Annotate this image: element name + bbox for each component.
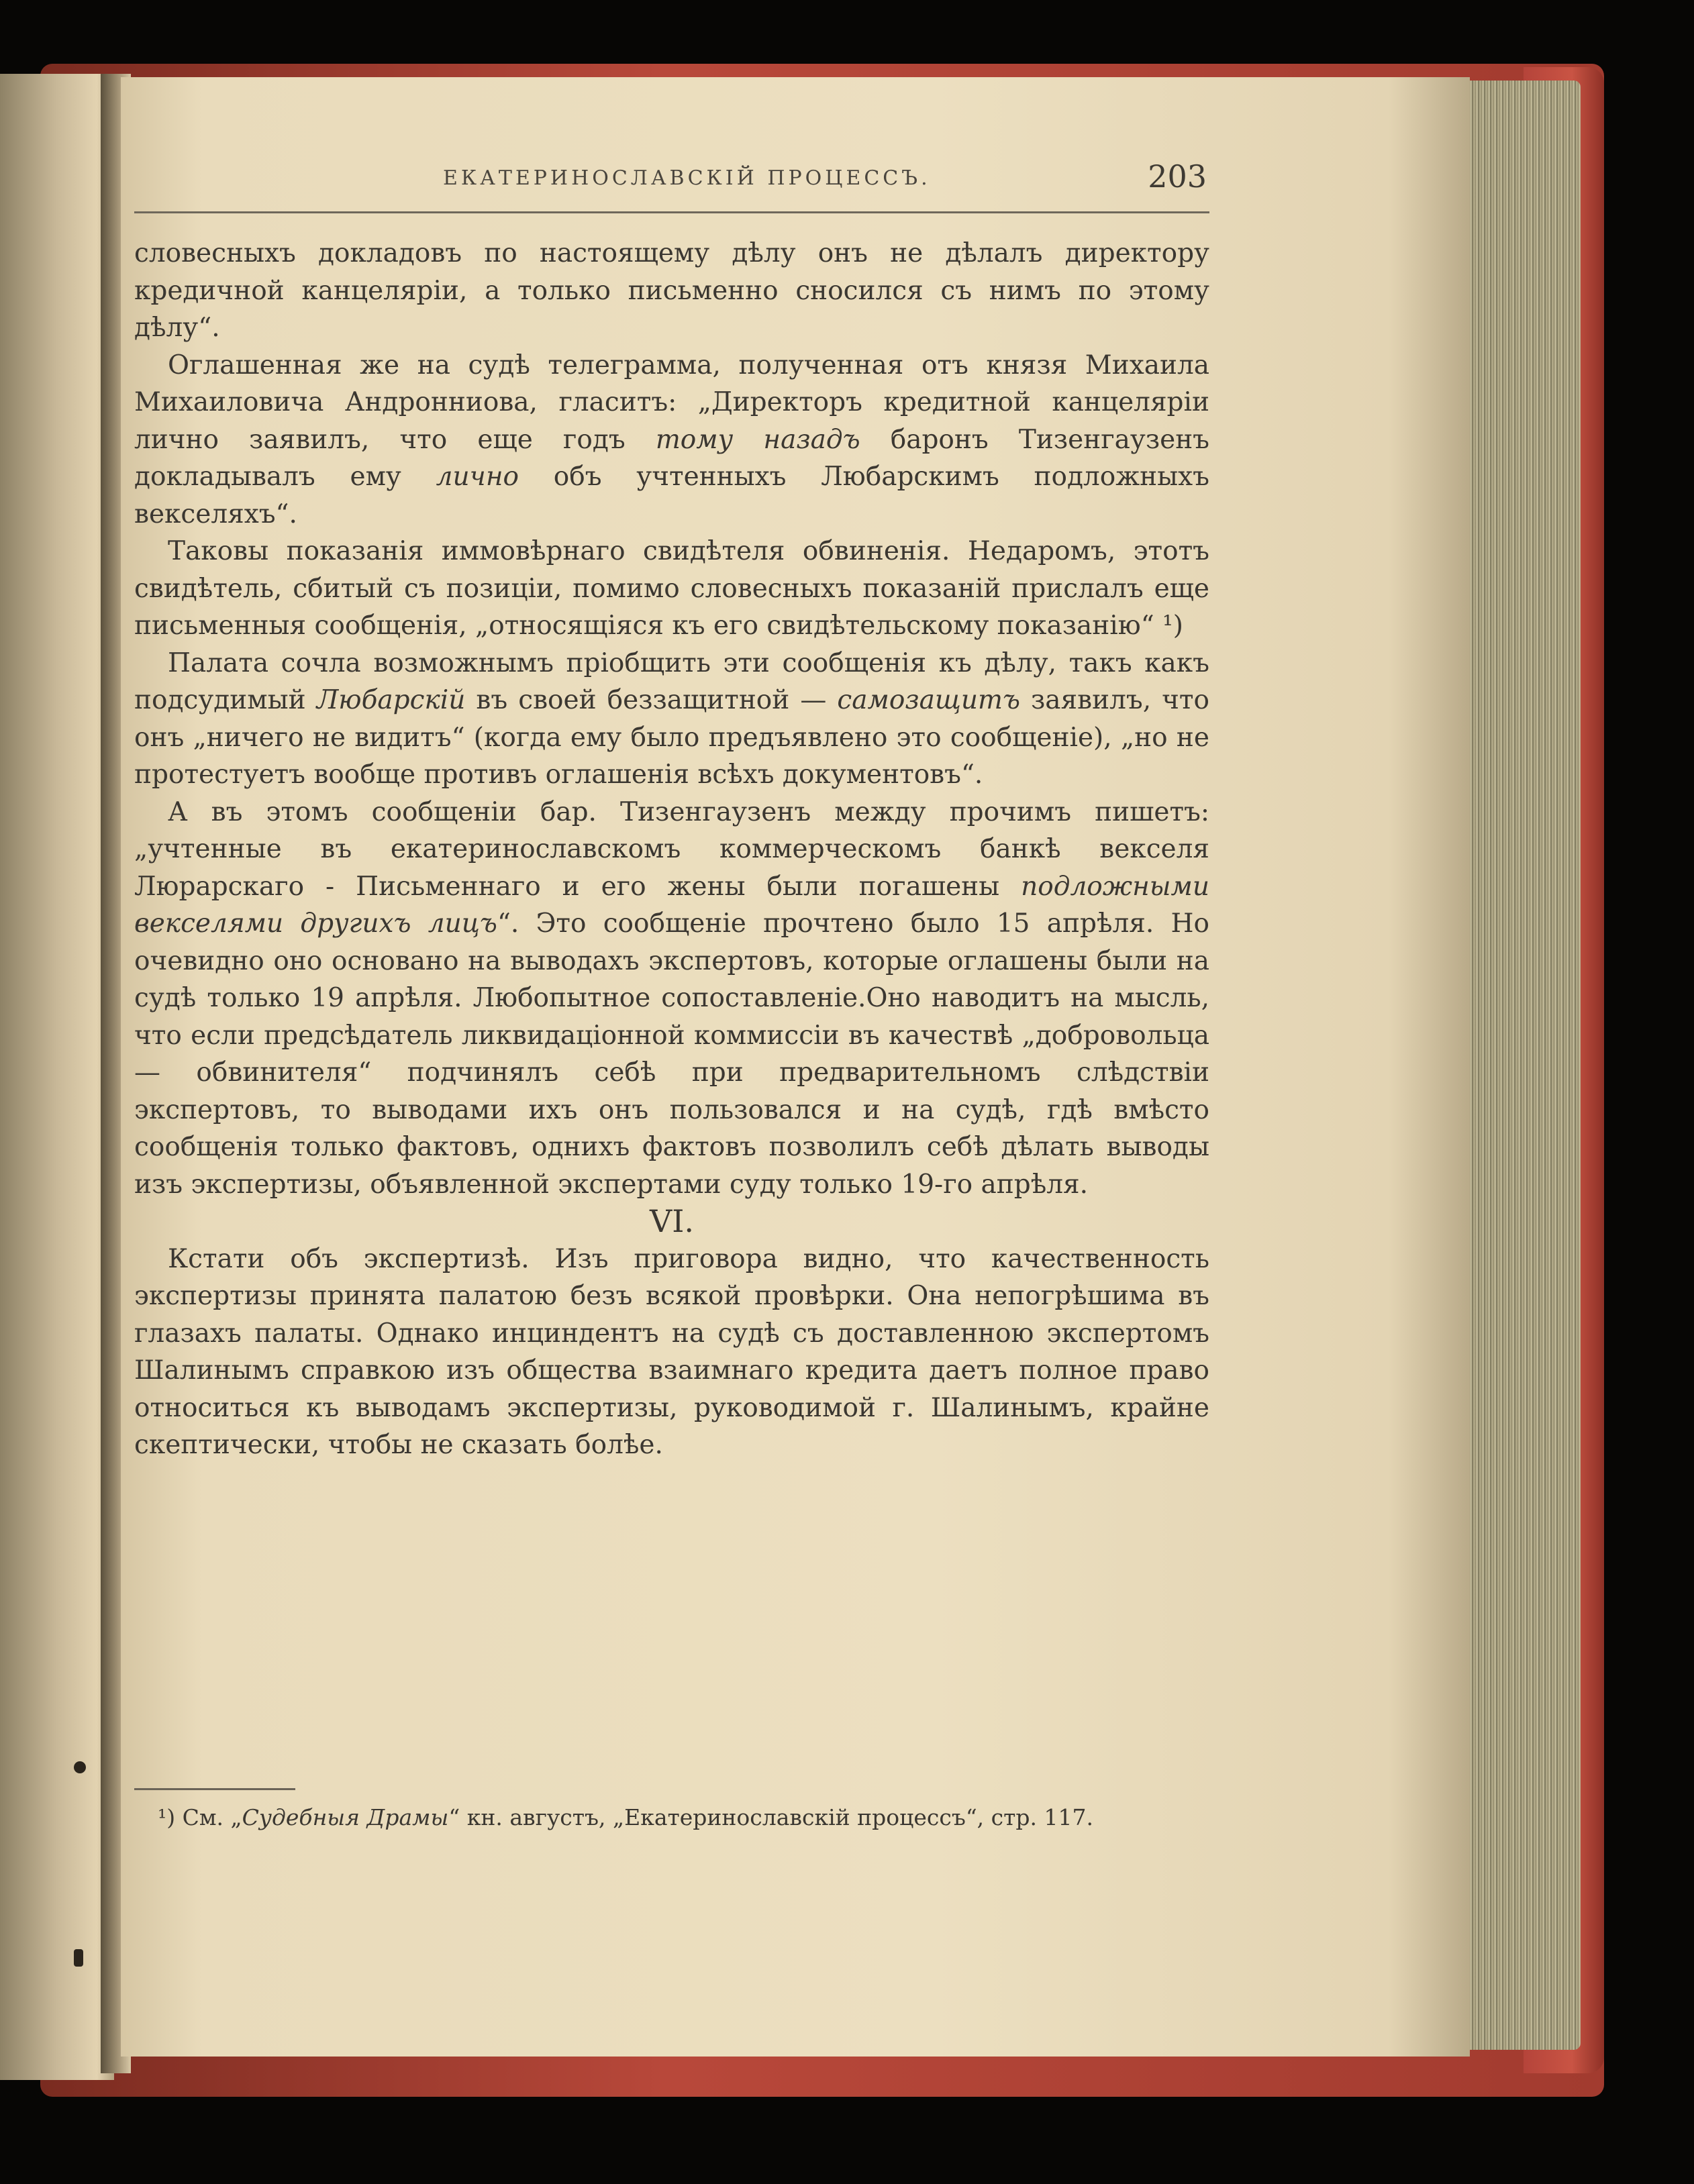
footnote [134, 1802, 1209, 1834]
paragraph: Таковы показанія иммовѣрнаго свидѣтеля обвиненія. Недаромъ, этотъ свидѣтель, сбитый съ позиціи, помимо словесныхъ показаній прислалъ еще письменныя сообщенія, „относящіяся къ его свидѣтельскому показанію“ ¹) [134, 536, 1209, 641]
body-text [134, 235, 1209, 1464]
binding-mark [74, 1949, 83, 1967]
left-facing-page [0, 74, 114, 2080]
running-title: ЕКАТЕРИНОСЛАВСКІЙ ПРОЦЕССЪ. [443, 166, 931, 190]
paragraph [134, 347, 1209, 533]
paragraph [134, 645, 1209, 794]
header-rule [134, 211, 1209, 213]
running-head [134, 158, 1207, 205]
paragraph-text: “. Это сообщеніе прочтено было 15 апрѣля. Но очевидно оно основано на выводахъ экспертовъ, которые оглашены были на судѣ только 19 апрѣля. Любопытное сопоставленіе.Оно наводитъ на мысль, что если предсѣдатель ликвидаціонной коммиссіи въ качествѣ „добровольца — обвинителя“ подчинялъ себѣ при предварительномъ слѣдствіи экспертовъ, то выводами ихъ онъ пользовался и на судѣ, гдѣ вмѣсто сообщенія только фактовъ, однихъ фактовъ позволилъ себѣ дѣлать выводы изъ экспертизы, объявленной экспертами суду только 19-го апрѣля. [134, 908, 1209, 1200]
page-edges [1463, 81, 1581, 2050]
paragraph-text: А въ этомъ сообщеніи бар. Тизенгаузенъ между прочимъ пишетъ: „учтенные въ екатеринославскомъ коммерческомъ банкѣ векселя Люрарскаго - Письменнаго и его жены были погашены [134, 796, 1209, 902]
binding-mark [74, 1761, 86, 1773]
italic-text: самозащитъ [837, 685, 1020, 715]
paragraph-text: въ своей беззащитной — [465, 685, 838, 715]
italic-text: Судебныя Драмы [242, 1804, 449, 1830]
paragraph-text: объ учтенныхъ Любарскимъ подложныхъ векселяхъ“. [134, 462, 1209, 529]
paragraph [134, 794, 1209, 1204]
paragraph: Кстати объ экспертизѣ. Изъ приговора видно, что качественность экспертизы принята палатою безъ всякой провѣрки. Она непогрѣшима въ глазахъ палаты. Однако инциндентъ на судѣ съ доставленною экспертомъ Шалинымъ справкою изъ общества взаимнаго кредита даетъ полное право относиться къ выводамъ экспертизы, руководимой г. Шалинымъ, крайне скептически, чтобы не сказать болѣе. [134, 1243, 1209, 1460]
paragraph-text: заявилъ, что онъ „ничего не видитъ“ (когда ему было предъявлено это сообщеніе), „но не протестуетъ вообще противъ оглашенія всѣхъ документовъ“. [134, 685, 1209, 790]
paragraph: словесныхъ докладовъ по настоящему дѣлу онъ не дѣлалъ директору кредичной канцеляріи, а только письменно сносился съ нимъ по этому дѣлу“. [134, 238, 1209, 343]
italic-text: подложными векселями другихъ лицъ [134, 871, 1209, 939]
section-number: VI. [649, 1203, 694, 1239]
paragraph-text: баронъ Тизенгаузенъ докладывалъ ему [134, 424, 1209, 492]
italic-text: лично [436, 462, 519, 492]
italic-text: Любарскій [316, 685, 466, 715]
footnote-rule [134, 1788, 295, 1790]
italic-text: тому назадъ [655, 424, 860, 455]
footnote-text: “ кн. августъ, „Екатеринославскій процессъ“, стр. 117. [448, 1804, 1093, 1830]
footnote-text: ¹) См. „ [158, 1804, 242, 1830]
paragraph-text: Палата сочла возможнымъ пріобщить эти сообщенія къ дѣлу, такъ какъ подсудимый [134, 647, 1209, 715]
page-number: 203 [1148, 158, 1207, 195]
paragraph-text: Оглашенная же на судѣ телеграмма, полученная отъ князя Михаила Михаиловича Андронниова, гласитъ: „Директоръ кредитной канцеляріи лично заявилъ, что еще годъ [134, 350, 1209, 455]
